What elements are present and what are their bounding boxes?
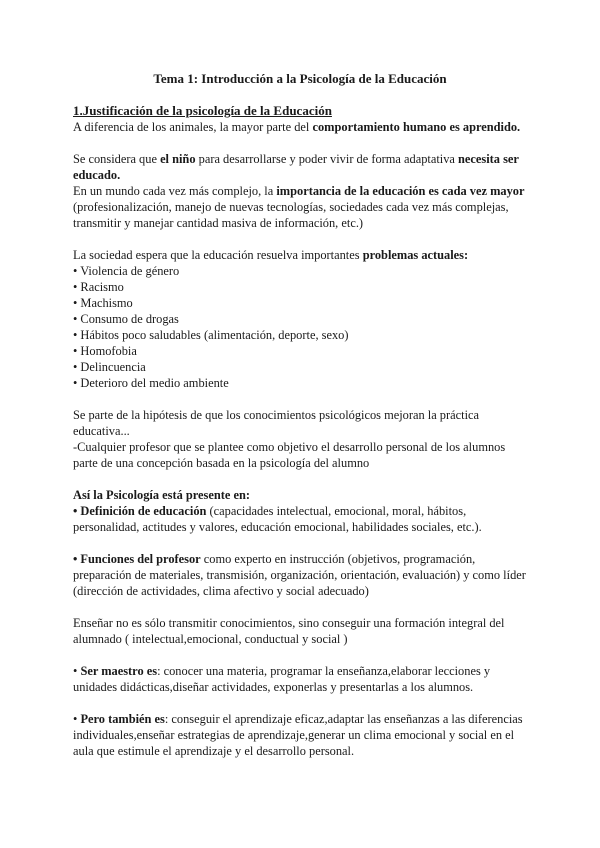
section-heading: 1.Justificación de la psicología de la Educación xyxy=(73,103,332,118)
paragraph-child-education xyxy=(73,151,533,183)
list-item: • Hábitos poco saludables (alimentación, deporte, sexo) xyxy=(73,328,349,342)
paragraph-education-importance xyxy=(73,183,533,231)
list-item: • Homofobia xyxy=(73,344,137,358)
list-item: • Racismo xyxy=(73,280,124,294)
text-run: (profesionalización, manejo de nuevas tecnologías, sociedades cada vez más complejas, transmitir y manejar cantidad masiva de información, etc.) xyxy=(73,200,509,230)
paragraph-being-teacher xyxy=(73,663,533,695)
bold-run: necesita ser educado. xyxy=(73,152,519,182)
paragraph-teacher-functions xyxy=(73,551,533,599)
document-body xyxy=(73,103,533,759)
list-item: • Delincuencia xyxy=(73,360,146,374)
text-run: En un mundo cada vez más complejo, la xyxy=(73,184,277,198)
bold-run: Ser maestro es xyxy=(80,664,158,678)
text-run: La sociedad espera que la educación resuelva importantes xyxy=(73,248,363,262)
text-run: como experto en instrucción (objetivos, programación, preparación de materiales, transmisión, organización, orientación, evaluación) y como líder (dirección de actividades, clima afectivo y social adecuado) xyxy=(73,552,526,598)
text-run: • xyxy=(73,712,81,726)
list-item: • Machismo xyxy=(73,296,133,310)
bold-run: • Funciones del profesor xyxy=(73,552,201,566)
list-item: • Consumo de drogas xyxy=(73,312,179,326)
bold-run: importancia de la educación es cada vez mayor xyxy=(276,184,525,198)
paragraph-learned-behavior xyxy=(73,119,533,135)
text-run: • xyxy=(73,664,81,678)
paragraph-education-definition xyxy=(73,503,533,535)
bold-run: • Definición de educación xyxy=(73,504,207,518)
bold-run: Así la Psicología está presente en: xyxy=(73,488,251,502)
bold-run: el niño xyxy=(160,152,196,166)
bold-run: comportamiento humano es aprendido. xyxy=(312,120,521,134)
paragraph-hypothesis: Se parte de la hipótesis de que los conocimientos psicológicos mejoran la práctica educativa... xyxy=(73,408,480,438)
bold-run: problemas actuales: xyxy=(362,248,469,262)
paragraph-society-problems xyxy=(73,247,533,263)
paragraph-psychology-present xyxy=(73,487,533,503)
paragraph-teaching-definition: Enseñar no es sólo transmitir conocimientos, sino conseguir una formación integral del alumnado ( intelectual,emocional, conductual y social ) xyxy=(73,616,505,646)
paragraph-but-also xyxy=(73,711,533,759)
text-run: A diferencia de los animales, la mayor parte del xyxy=(73,120,313,134)
list-item: • Violencia de género xyxy=(73,264,180,278)
text-run: : conocer una materia, programar la enseñanza,elaborar lecciones y unidades didácticas,diseñar actividades, exponerlas y presentarlas a los alumnos. xyxy=(73,664,491,694)
page-title: Tema 1: Introducción a la Psicología de la Educación xyxy=(153,71,447,86)
paragraph-teacher-objective: -Cualquier profesor que se plantee como objetivo el desarrollo personal de los alumnos parte de una concepción basada en la psicología del alumno xyxy=(73,440,506,470)
problems-list xyxy=(73,263,533,391)
bold-run: Pero también es xyxy=(80,712,165,726)
text-run: Se considera que xyxy=(73,152,161,166)
text-run: (capacidades intelectual, emocional, moral, hábitos, personalidad, actitudes y valores, educación emocional, habilidades sociales, etc.). xyxy=(73,504,482,534)
list-item: • Deterioro del medio ambiente xyxy=(73,376,229,390)
text-run: : conseguir el aprendizaje eficaz,adaptar las enseñanzas a las diferencias individuales,enseñar estrategias de aprendizaje,generar un clima emocional y social en el aula que estimule el aprendizaje y el desarrollo personal. xyxy=(73,712,523,758)
text-run: para desarrollarse y poder vivir de forma adaptativa xyxy=(195,152,459,166)
